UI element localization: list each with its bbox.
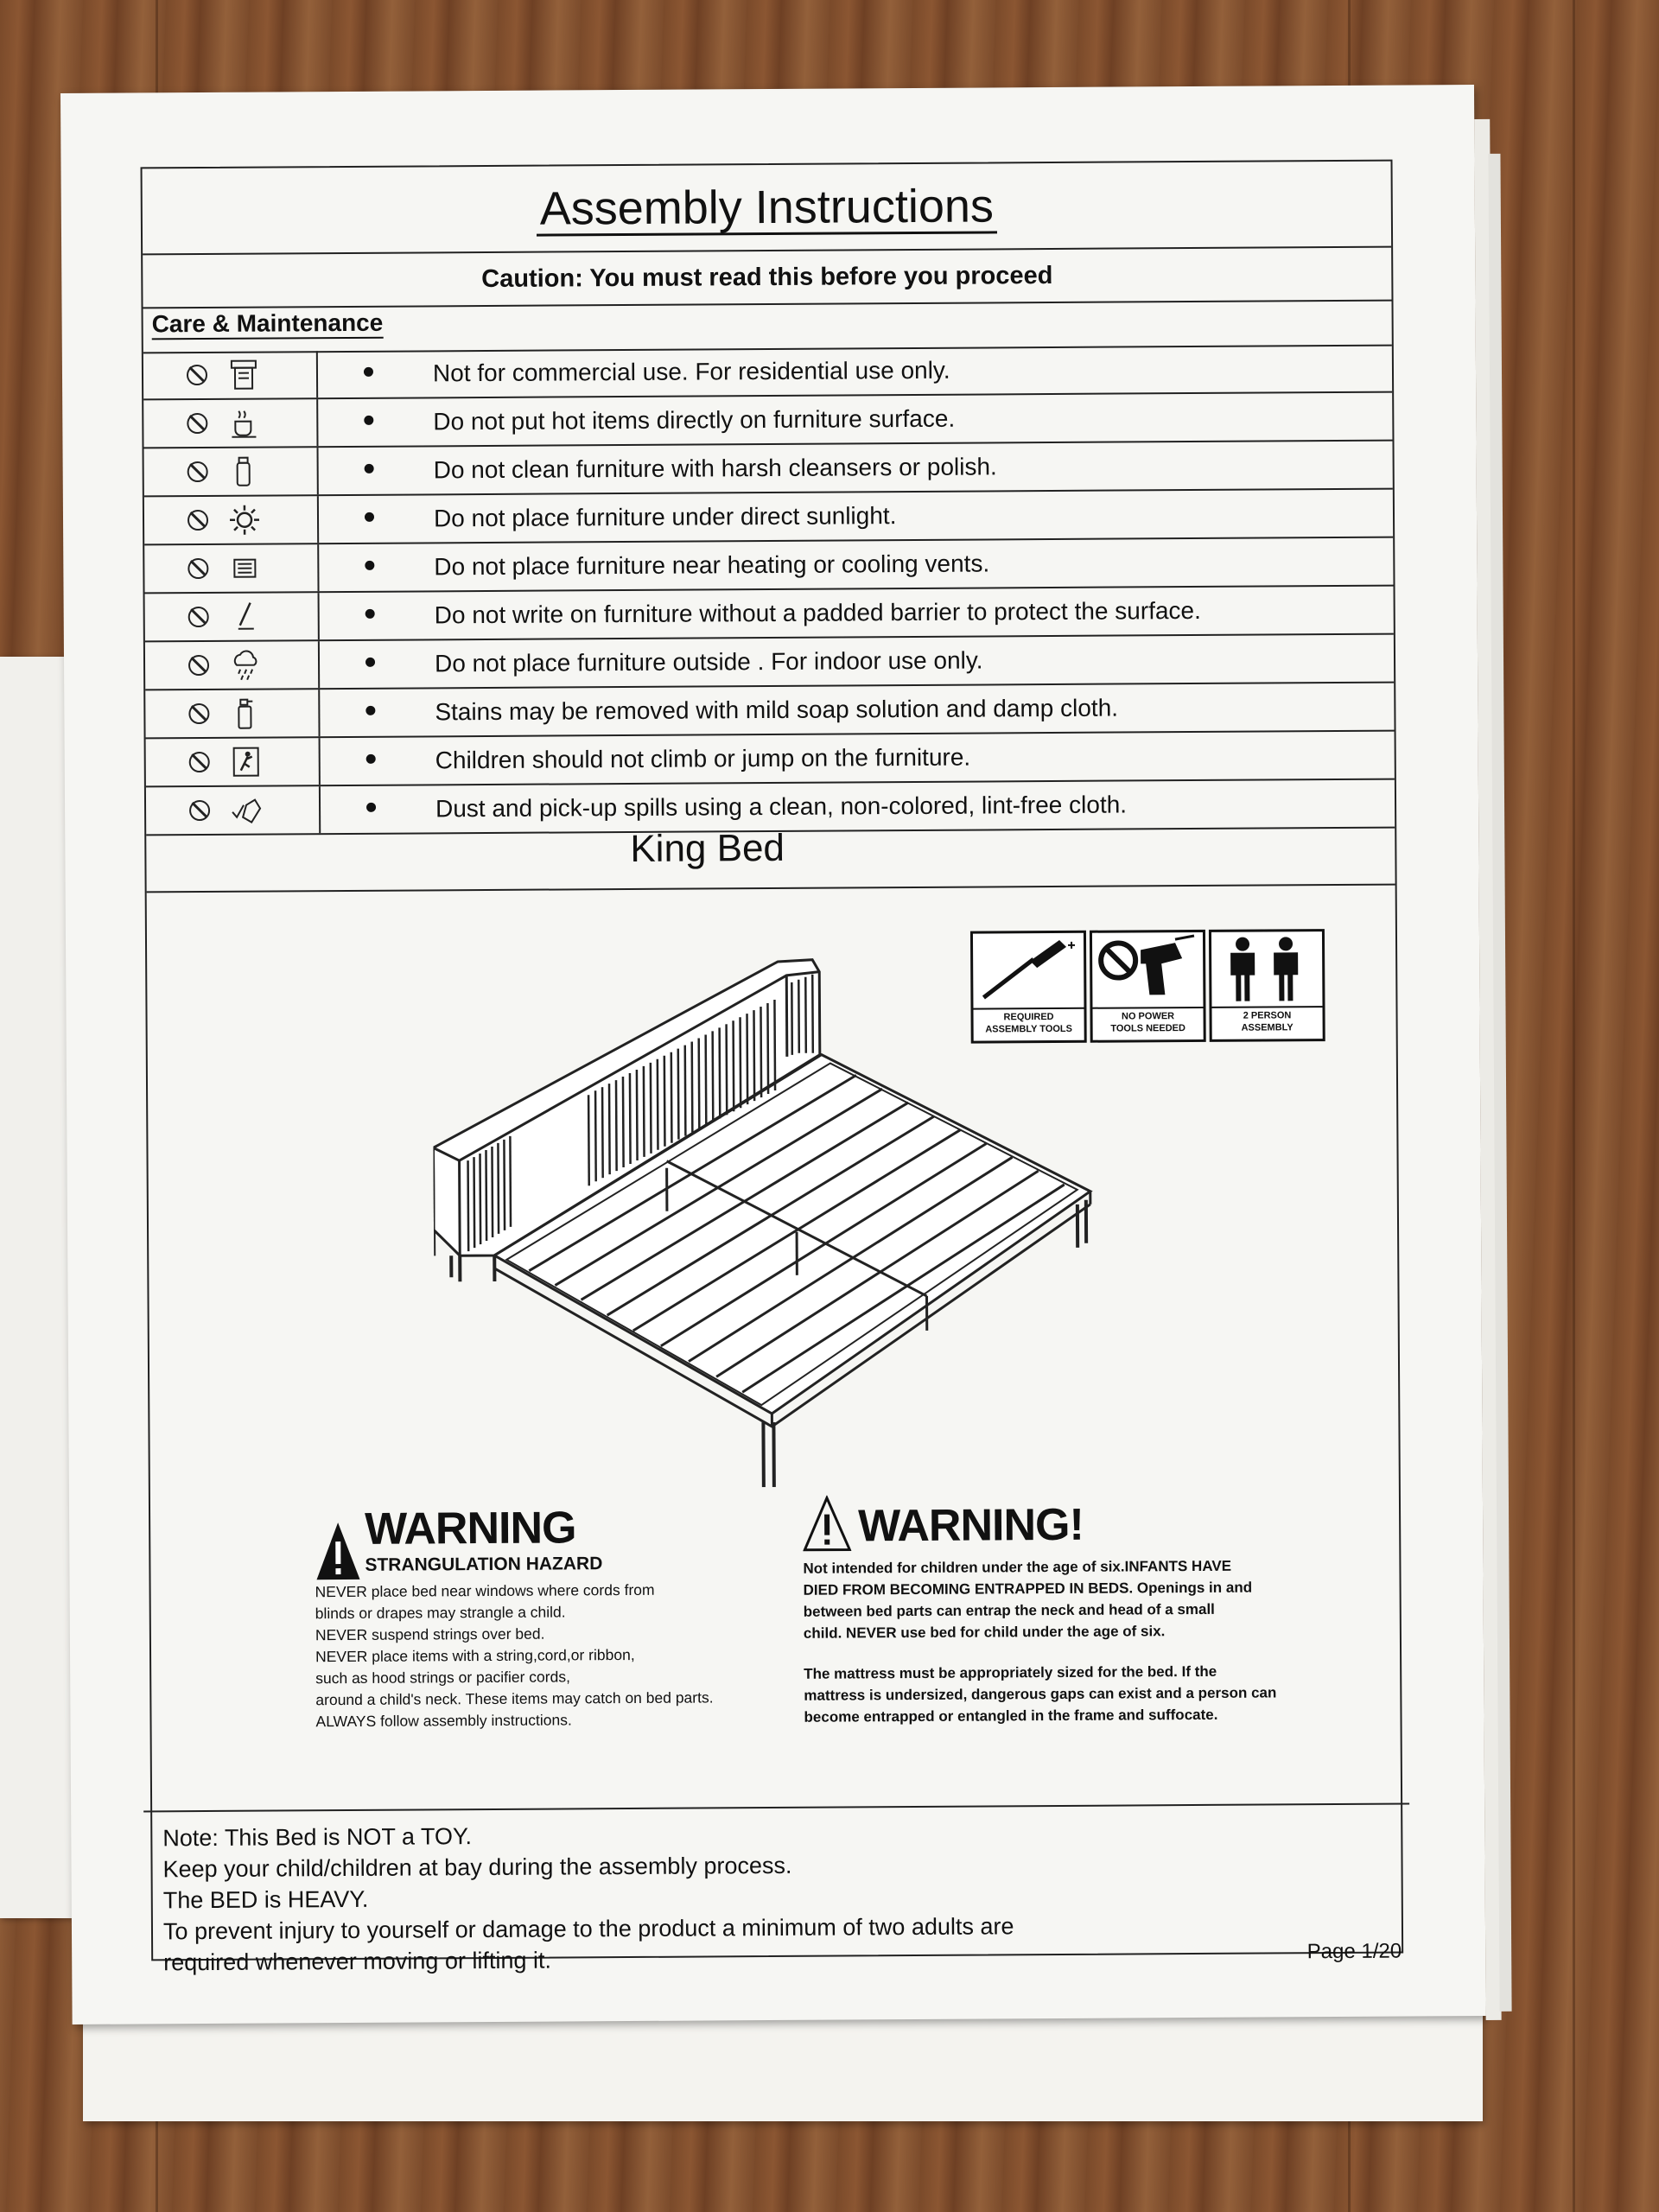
care-icon-cell (143, 351, 318, 398)
badge-caption (1211, 1006, 1322, 1039)
badge-required-tools (970, 931, 1087, 1044)
care-text: Do not place furniture under direct sunlight. (433, 502, 897, 532)
warning-title: WARNING (364, 1503, 576, 1554)
warning-triangle-icon (315, 1521, 361, 1581)
warning-triangle-icon (803, 1495, 851, 1552)
bullet (364, 416, 373, 425)
care-row (143, 393, 1392, 449)
care-icon-cell (144, 496, 319, 543)
care-icon-cell (143, 399, 318, 447)
care-text: Stains may be removed with mild soap solution and damp cloth. (435, 694, 1119, 726)
warning-title: WARNING! (857, 1499, 1084, 1552)
entrapment-warning (803, 1492, 1277, 1727)
care-icon-cell (144, 448, 319, 495)
care-row (143, 345, 1392, 401)
care-icon-cell (144, 544, 319, 592)
warning-line: DIED FROM BECOMING ENTRAPPED IN BEDS. Openings in and (803, 1579, 1253, 1599)
care-row (145, 635, 1394, 691)
bullet (365, 561, 374, 570)
prohibited-icon (188, 558, 208, 579)
care-icon-cell (145, 690, 320, 737)
bullet (365, 464, 374, 474)
warning-line: Not intended for children under the age of six.INFANTS HAVE (803, 1557, 1232, 1577)
warning-line: ALWAYS follow assembly instructions. (315, 1711, 572, 1731)
cleanser-bottle-icon (227, 454, 262, 489)
badge-caption (1092, 1007, 1203, 1040)
title-bar (143, 162, 1392, 256)
warning-line: child. NEVER use bed for child under the age of six. (803, 1623, 1166, 1642)
care-row (144, 490, 1393, 546)
bullet (365, 512, 374, 522)
care-row (144, 538, 1393, 594)
care-row (145, 683, 1394, 740)
prohibited-icon (188, 703, 209, 724)
care-icon-cell (146, 738, 321, 785)
badge-caption (973, 1007, 1084, 1041)
badge-caption-line: NO POWER (1121, 1011, 1175, 1022)
care-text: Not for commercial use. For residential use only. (432, 356, 950, 387)
note-line: required whenever moving or lifting it. (163, 1947, 552, 1976)
product-name: King Bed (630, 826, 785, 870)
note-line: Note: This Bed is NOT a TOY. (162, 1823, 473, 1852)
warning-text (315, 1579, 714, 1732)
page-title: Assembly Instructions (537, 181, 998, 236)
care-row (145, 587, 1394, 643)
badge-caption-line: ASSEMBLY (1241, 1022, 1294, 1033)
rain-cloud-icon (228, 648, 263, 683)
warning-subtitle: STRANGULATION HAZARD (365, 1554, 603, 1575)
badge-caption-line: ASSEMBLY TOOLS (985, 1023, 1073, 1035)
prohibited-icon (188, 461, 208, 482)
prohibited-icon (189, 752, 210, 772)
bullet (366, 803, 376, 812)
prohibited-icon (187, 413, 207, 434)
vent-icon (227, 551, 262, 586)
product-title-bar (146, 811, 1395, 893)
care-row (146, 732, 1395, 788)
instruction-sheet (60, 85, 1486, 2024)
care-text: Do not put hot items directly on furniture surface. (433, 404, 956, 435)
care-maintenance-heading: Care & Maintenance (152, 309, 384, 340)
note-text (162, 1817, 1014, 1978)
care-list (143, 345, 1395, 836)
warning-line: blinds or drapes may strangle a child. (315, 1603, 566, 1623)
prohibited-icon (188, 655, 209, 676)
warning-line: such as hood strings or pacifier cords, (315, 1668, 571, 1688)
sun-icon (227, 503, 262, 537)
bullet (365, 658, 375, 667)
bullet (365, 706, 375, 715)
prohibited-icon (188, 607, 209, 627)
child-climbing-icon (229, 745, 264, 779)
badge-caption-line: 2 PERSON (1243, 1010, 1292, 1021)
warning-line: NEVER place bed near windows where cords from (315, 1580, 655, 1601)
care-icon-cell (145, 641, 320, 689)
care-text: Do not write on furniture without a padded barrier to protect the surface. (434, 596, 1201, 629)
warning-line: NEVER place items with a string,cord,or ribbon, (315, 1645, 635, 1666)
care-text: Do not clean furniture with harsh cleansers or polish. (433, 453, 997, 484)
two-persons-icon (1211, 931, 1318, 1005)
prohibited-icon (188, 510, 208, 531)
bullet (365, 609, 375, 619)
warning-text (803, 1554, 1276, 1727)
warning-line: around a child's neck. These items may catch on bed parts. (315, 1688, 714, 1709)
floor-seam (1573, 0, 1575, 2212)
care-text: Children should not climb or jump on the furniture. (435, 743, 971, 774)
badge-caption-line: TOOLS NEEDED (1110, 1023, 1185, 1034)
bullet (364, 367, 373, 377)
care-text: Dust and pick-up spills using a clean, non-colored, lint-free cloth. (435, 791, 1128, 823)
warning-line: The mattress must be appropriately sized for the bed. If the (804, 1662, 1217, 1682)
document-frame (141, 160, 1404, 1976)
note-line: Keep your child/children at bay during the assembly process. (162, 1852, 792, 1883)
strangulation-warning (315, 1501, 714, 1732)
badge-no-power-tools (1090, 930, 1206, 1043)
pen-icon (228, 600, 263, 634)
warning-line: become entrapped or entangled in the frame and suffocate. (804, 1706, 1218, 1726)
no-power-drill-icon (1092, 932, 1198, 1006)
badge-caption-line: REQUIRED (1003, 1011, 1054, 1023)
page-number: Page 1/20 (1306, 1939, 1402, 1964)
warning-line: mattress is undersized, dangerous gaps can exist and a person can (804, 1684, 1277, 1704)
note-line: To prevent injury to yourself or damage to the product a minimum of two adults are (162, 1913, 1014, 1945)
screwdriver-icon (973, 933, 1079, 1007)
badge-two-person (1209, 929, 1325, 1042)
care-text: Do not place furniture outside . For indoor use only. (434, 646, 983, 677)
spray-bottle-icon (228, 696, 263, 731)
caution-banner: Caution: You must read this before you proceed (143, 248, 1391, 309)
care-icon-cell (145, 593, 320, 640)
note-section (143, 1803, 1410, 1979)
warning-line: NEVER suspend strings over bed. (315, 1624, 545, 1644)
note-line: The BED is HEAVY. (162, 1885, 369, 1914)
warning-header (315, 1501, 713, 1576)
hot-cup-icon (226, 406, 261, 441)
bullet (366, 754, 376, 764)
care-text: Do not place furniture near heating or cooling vents. (434, 550, 990, 581)
warning-header (803, 1492, 1275, 1557)
prohibited-icon (187, 365, 207, 385)
care-row (144, 442, 1393, 498)
commercial-building-icon (226, 358, 261, 392)
warning-line: between bed parts can entrap the neck and head of a small (803, 1600, 1215, 1620)
